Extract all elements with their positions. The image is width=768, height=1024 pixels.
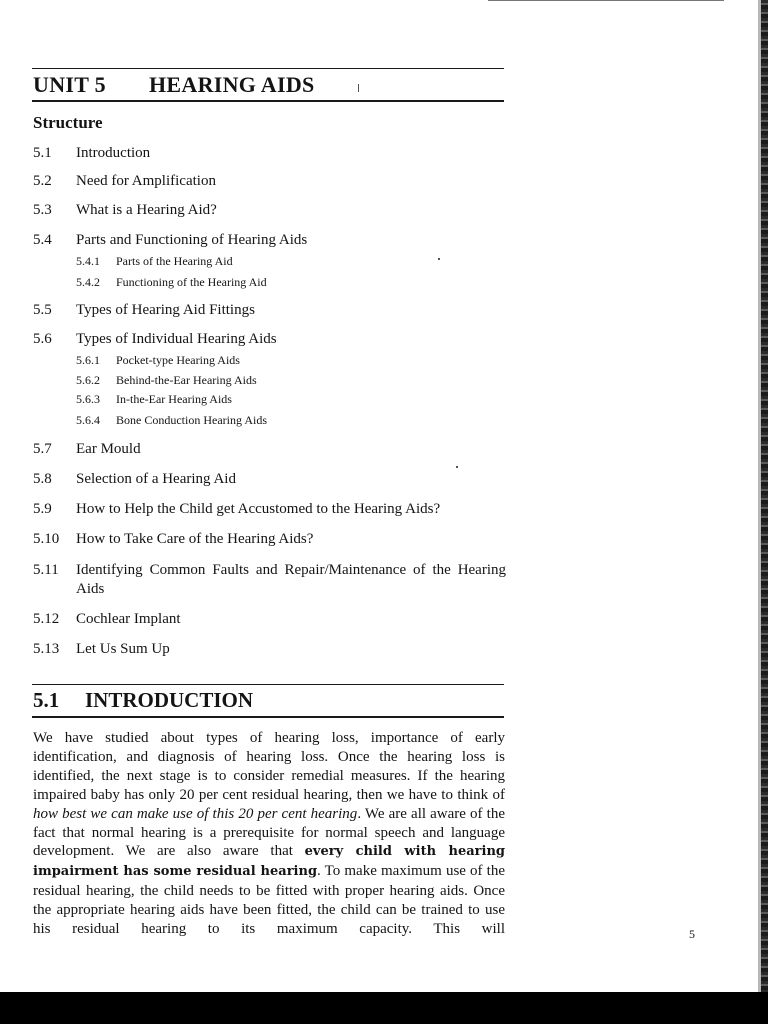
toc-text: How to Take Care of the Hearing Aids? — [76, 531, 314, 547]
toc-number: 5.12 — [33, 611, 60, 627]
toc-subnumber: 5.6.4 — [76, 413, 100, 427]
toc-subtext: Pocket-type Hearing Aids — [116, 353, 240, 367]
toc-number: 5.9 — [33, 501, 52, 517]
toc-number: 5.2 — [33, 173, 52, 189]
toc-number: 5.6 — [33, 331, 52, 347]
scan-bottom-bar — [0, 992, 768, 1024]
toc-number: 5.11 — [33, 562, 59, 578]
toc-number: 5.7 — [33, 441, 52, 457]
unit-title — [33, 72, 315, 98]
toc-text: Identifying Common Faults and Repair/Maintenance of the Hearing Aids — [76, 562, 506, 597]
intro-text: We have studied about types of hearing loss, importance of early identification, and diagnosis of hearing loss. Once the hearing loss is identified, the next stage is to consider remedial measures. If the hearing impaired baby has only 20 per cent residual hearing, then we have to think of — [33, 730, 505, 803]
toc-text: How to Help the Child get Accustomed to the Hearing Aids? — [76, 501, 441, 517]
toc-number: 5.8 — [33, 471, 52, 487]
toc-subnumber: 5.6.3 — [76, 392, 100, 406]
toc-text: Let Us Sum Up — [76, 641, 170, 657]
toc-subtext: Functioning of the Hearing Aid — [116, 275, 267, 289]
toc-subitem — [76, 274, 267, 290]
toc-subitem — [76, 412, 267, 428]
section-top-rule — [32, 684, 504, 685]
toc-subitem — [76, 391, 232, 407]
toc-text: What is a Hearing Aid? — [76, 202, 217, 218]
intro-text: . To make maximum use of the residual hearing, the child needs to be fitted with proper hearing aids. Once the appropriate hearing aids have been fitted, the child can be trained to use his residual hearing to its maximum capacity. This will — [33, 863, 505, 938]
scan-speck — [438, 258, 440, 260]
scan-top-line — [488, 0, 724, 1]
intro-italic: how best we can make use of this 20 per cent hearing — [33, 805, 358, 822]
toc-number: 5.10 — [33, 531, 60, 547]
unit-name: HEARING AIDS — [149, 72, 315, 97]
section-title — [33, 688, 253, 713]
toc-subtext: Behind-the-Ear Hearing Aids — [116, 373, 257, 387]
toc-subitem — [76, 352, 240, 368]
intro-bold: every child with hearing impairment has some residual hearing — [33, 844, 505, 880]
unit-top-rule — [32, 68, 504, 69]
intro-text: . We are all aware of the fact that normal hearing is a prerequisite for normal speech and language development. We are also aware that — [33, 805, 505, 860]
toc-subtext: Parts of the Hearing Aid — [116, 254, 233, 268]
toc-text: Introduction — [76, 145, 151, 161]
toc-subnumber: 5.4.2 — [76, 275, 100, 289]
section-bottom-rule — [32, 716, 504, 718]
toc-subitem — [76, 372, 257, 388]
toc-text: Need for Amplification — [76, 173, 216, 189]
toc-subtext: Bone Conduction Hearing Aids — [116, 413, 267, 427]
toc-number: 5.5 — [33, 302, 52, 318]
structure-heading: Structure — [33, 113, 103, 132]
section-number: 5.1 — [33, 688, 60, 712]
page-number: 5 — [689, 927, 695, 941]
toc-subnumber: 5.6.2 — [76, 373, 100, 387]
toc-text: Parts and Functioning of Hearing Aids — [76, 232, 308, 248]
toc-subnumber: 5.6.1 — [76, 353, 100, 367]
toc-number: 5.1 — [33, 145, 52, 161]
toc-number: 5.4 — [33, 232, 52, 248]
unit-bottom-rule — [32, 100, 504, 102]
scan-speck — [456, 466, 458, 468]
toc-subitem — [76, 253, 233, 269]
unit-number: UNIT 5 — [33, 72, 106, 97]
toc-number: 5.3 — [33, 202, 52, 218]
toc-subnumber: 5.4.1 — [76, 254, 100, 268]
toc-text: Types of Hearing Aid Fittings — [76, 302, 255, 318]
intro-paragraph — [33, 729, 505, 939]
scan-right-edge — [761, 0, 768, 1024]
toc-text: Cochlear Implant — [76, 611, 181, 627]
toc-text: Selection of a Hearing Aid — [76, 471, 236, 487]
toc-number: 5.13 — [33, 641, 60, 657]
toc-text: Ear Mould — [76, 441, 141, 457]
toc-subtext: In-the-Ear Hearing Aids — [116, 392, 232, 406]
scan-speck — [358, 84, 359, 92]
toc-text: Types of Individual Hearing Aids — [76, 331, 277, 347]
section-name: INTRODUCTION — [85, 688, 254, 712]
